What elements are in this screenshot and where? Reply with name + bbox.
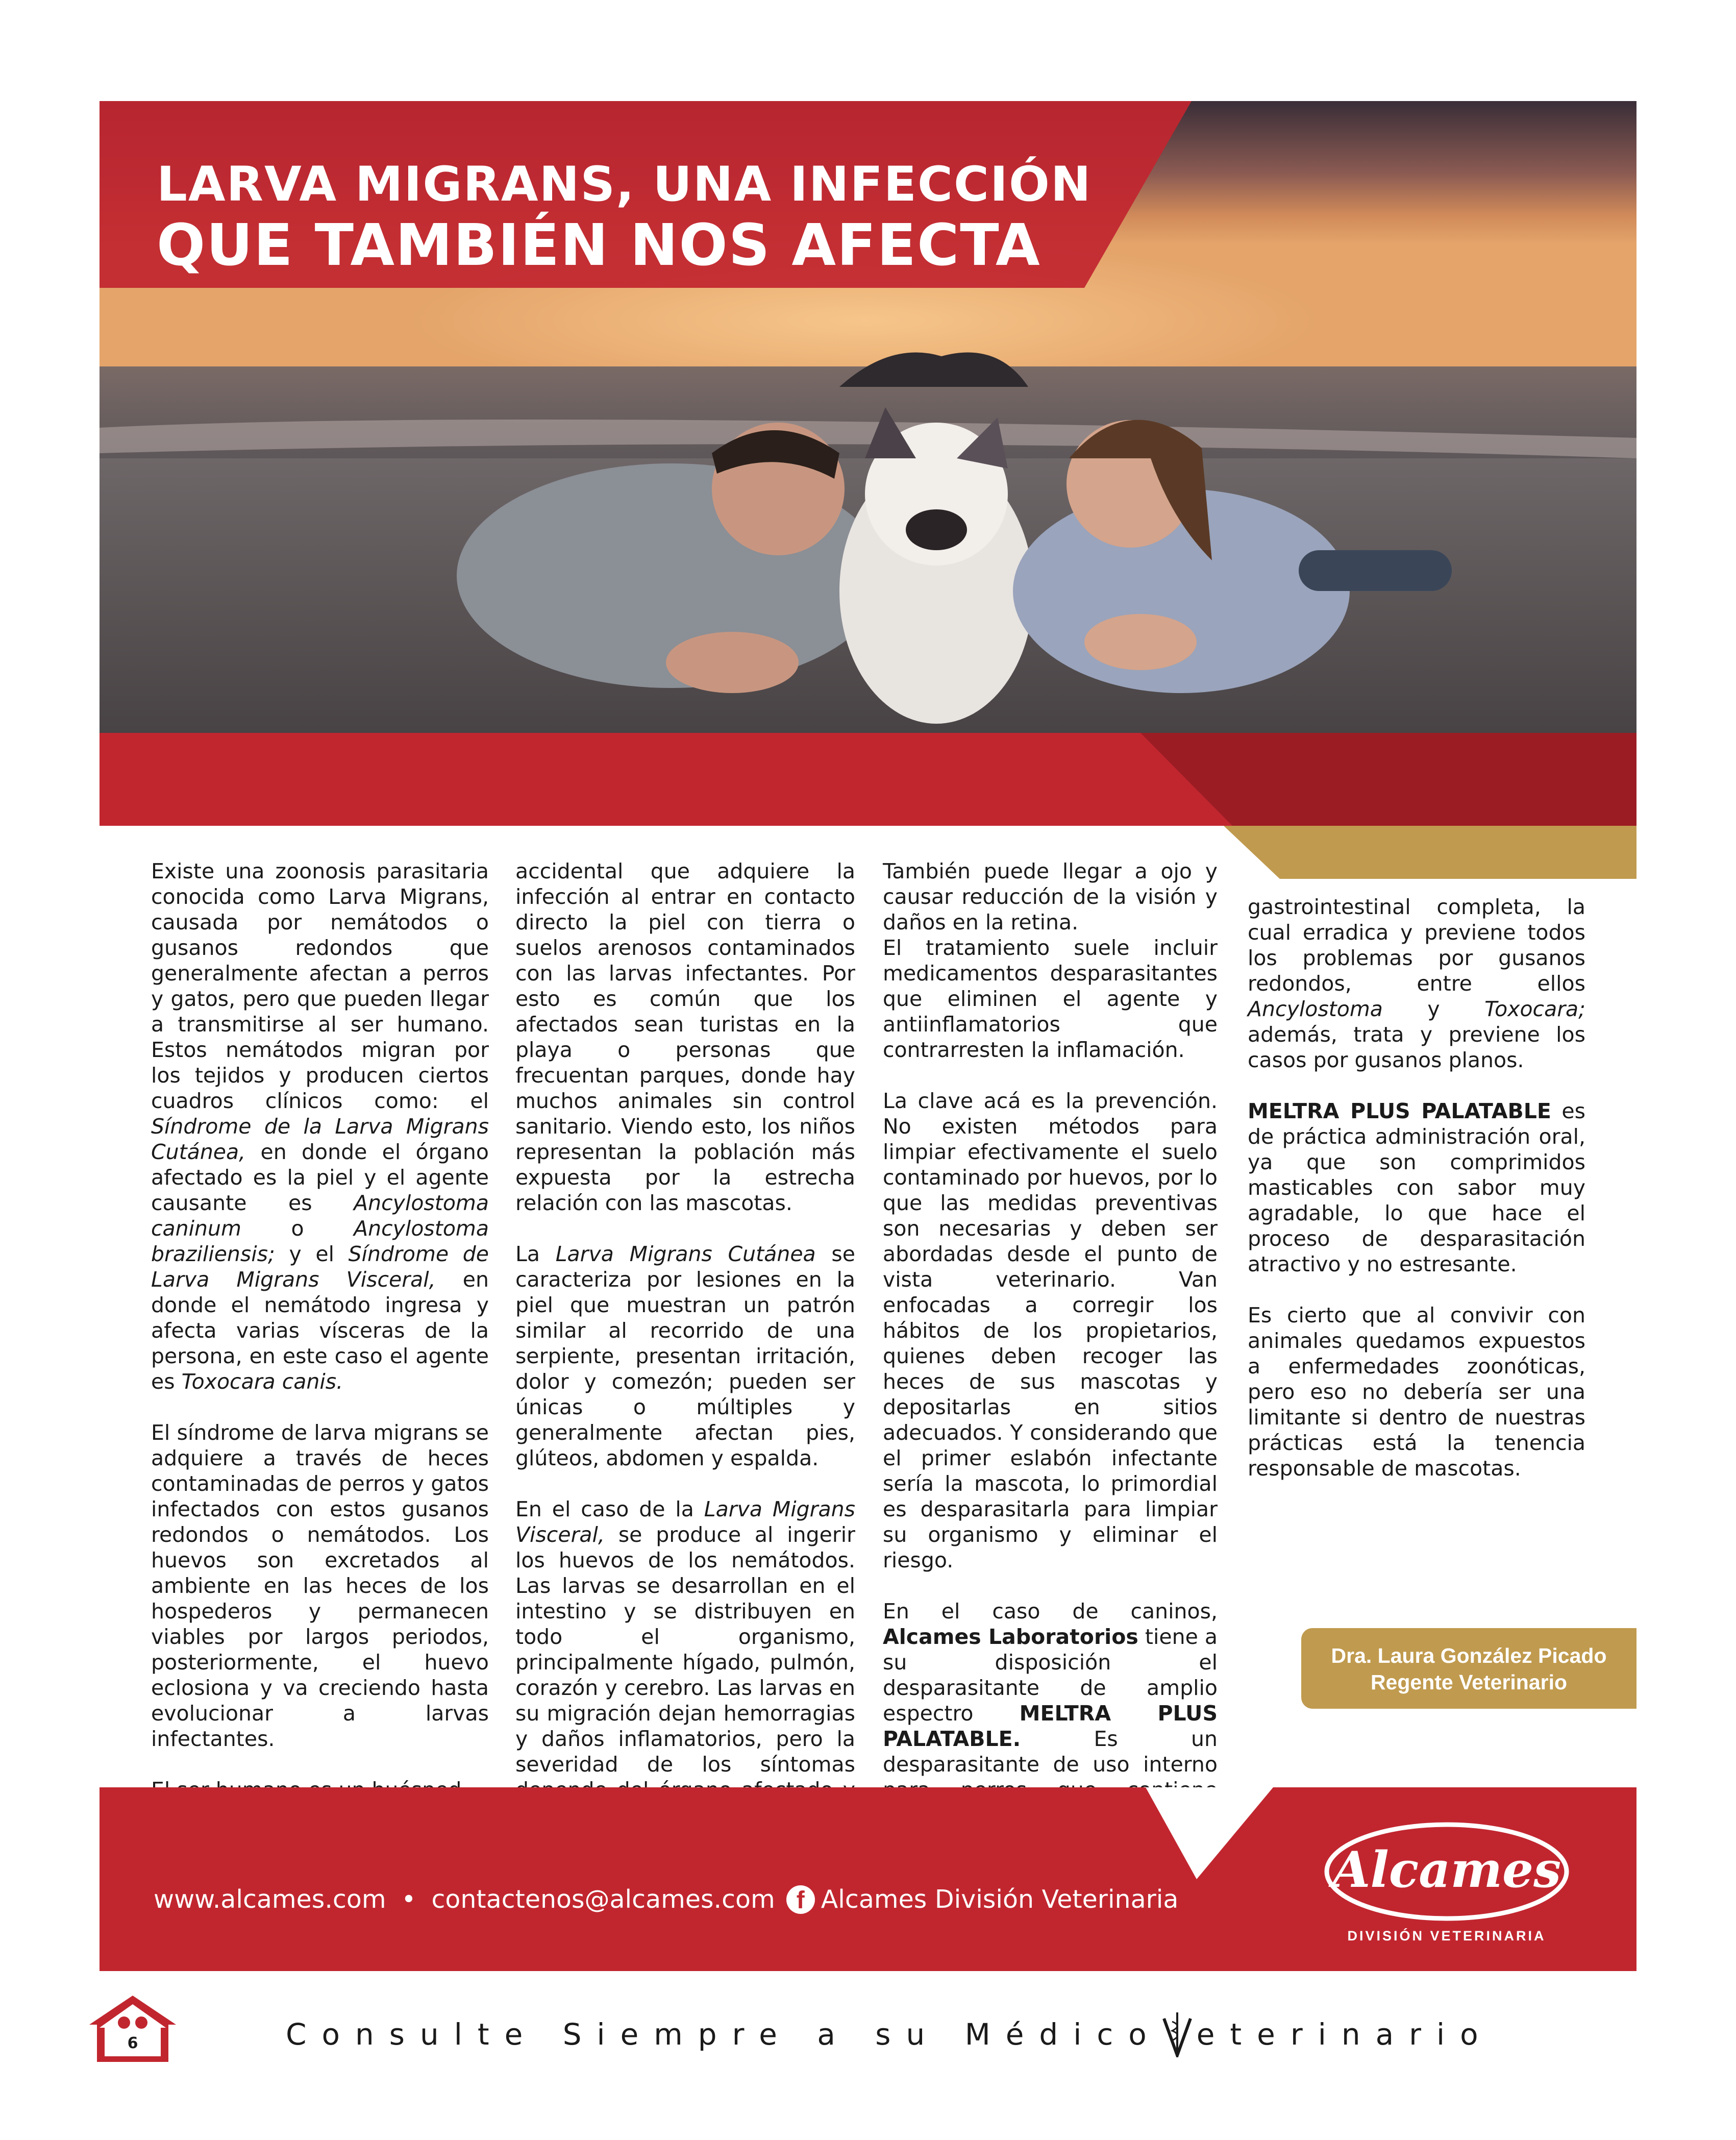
paragraph: La clave acá es la prevención. No existen métodos para limpiar efectivamente el suelo contaminado por huevos, por lo que las medidas preventivas son necesarias y deben ser abordadas desde el punto de vista veterinario. Van enfocadas a corregir los hábitos de los propietarios, quienes deben recoger las heces de sus mascotas y depositarlas en sitios adecuados. Y considerando que el primer eslabón infectante sería la mascota, lo primordial es desparasitarla para limpiar su organismo y eliminar el riesgo. [883, 1089, 1218, 1572]
paragraph: También puede llegar a ojo y causar reducción de la visión y daños en la retina. El tratamiento suele incluir medicamentos desparasitantes que eliminen el agente y antiinflamatorios que contrarresten la inflamación. [883, 859, 1218, 1062]
tagline-text: Consulte Siempre a su Médico [286, 2017, 1162, 2052]
author-role: Regente Veterinario [1370, 1670, 1568, 1694]
page-number-badge [84, 1993, 181, 2064]
website-link[interactable]: www.alcames.com [154, 1885, 386, 1914]
tagline-end: eterinario [1196, 2017, 1494, 2052]
article-column-4 [1248, 894, 1585, 1481]
paragraph: MELTRA PLUS PALATABLE es de práctica administración oral, ya que son comprimidos masticables con sabor muy agradable, lo que hace el proceso de desparasitación atractivo y no estresante. [1248, 1099, 1585, 1276]
author-name: Dra. Laura González Picado [1331, 1644, 1607, 1667]
hero-bottom-band [100, 733, 1636, 826]
gold-accent [1224, 826, 1636, 879]
article-column-1 [151, 858, 489, 1803]
facebook-link[interactable]: Alcames División Veterinaria [821, 1885, 1179, 1914]
facebook-icon: f [786, 1885, 815, 1914]
hero-banner [100, 101, 1636, 826]
page-number: 6 [127, 2034, 138, 2052]
article-column-3 [883, 858, 1218, 1879]
alcames-logo [1314, 1815, 1579, 1948]
paragraph: Existe una zoonosis parasitaria conocida como Larva Migrans, causada por nemátodos o gusanos redondos que generalmente afectan a perros y gatos, pero que pueden llegar a transmitirse al ser humano. Estos nemátodos migran por los tejidos y producen ciertos cuadros clínicos como: el Síndrome de la Larva Migrans Cutánea, en donde el órgano afectado es la piel y el agente causante es Ancylostoma caninum o Ancylostoma braziliensis; y el Síndrome de Larva Migrans Visceral, en donde el nemátodo ingresa y afecta varias vísceras de la persona, en este caso el agente es Toxocara canis. [151, 859, 489, 1394]
article-title [157, 156, 1092, 278]
contact-line [154, 1884, 1178, 1915]
footer-band [100, 1787, 1636, 1971]
paragraph: Es cierto que al convivir con animales quedamos expuestos a enfermedades zoonóticas, pero eso no debería ser una limitante si dentro de nuestras prácticas está la tenencia responsable de mascotas. [1248, 1303, 1585, 1481]
title-band [100, 101, 1192, 288]
logo-text: Alcames [1332, 1841, 1561, 1899]
email-link[interactable]: contactenos@alcames.com [431, 1885, 775, 1914]
author-signature [1301, 1628, 1636, 1709]
paragraph: En el caso de la Larva Migrans Visceral, se produce al ingerir los huevos de los nemátodos. Las larvas se desarrollan en el intestino y se distribuyen en todo el organismo, principalmente hígado, pulmón, corazón y cerebro. Las larvas en su migración dejan hemorragias y daños inflamatorios, pero la severidad de los síntomas [515, 1497, 855, 1777]
paragraph: accidental que adquiere la infección al entrar en contacto directo la piel con tierra o suelos arenosos contaminados con las larvas infectantes. Por esto es común que los afectados sean turistas en la playa o personas que frecuentan parques, donde hay muchos animales sin control sanitario. Viendo esto, los niños representan la población más expuesta por la estrecha relación con las mascotas. [515, 859, 855, 1215]
paragraph: El síndrome de larva migrans se adquiere a través de heces contaminadas de perros y gatos infectados con estos gusanos redondos o nemátodos. Los huevos son excretados al ambiente en las heces de los hospederos y permanecen viables por largos periodos, posteriormente, el huevo eclosiona y va creciendo hasta evolucionar a larvas infectantes. [151, 1420, 489, 1751]
article-column-2 [515, 858, 855, 1828]
separator-dot: • [401, 1885, 416, 1914]
caduceus-v-icon [1162, 2011, 1193, 2057]
paragraph: La Larva Migrans Cutánea se caracteriza por lesiones en la piel que muestran un patrón similar al recorrido de una serpiente, presentan irritación, dolor y comezón; pueden ser únicas o múltiples y generalmente afectan pies, glúteos, abdomen y espalda. [515, 1242, 856, 1470]
logo-subtitle: DIVISIÓN VETERINARIA [1347, 1928, 1546, 1944]
title-line-2: QUE TAMBIÉN NOS AFECTA [157, 212, 1041, 279]
paragraph: gastrointestinal completa, la cual erradica y previene todos los problemas por gusanos redondos, entre ellos Ancylostoma y Toxocara; además, trata y previene los casos por gusanos planos. [1248, 895, 1585, 1072]
title-line-1: LARVA MIGRANS, UNA INFECCIÓN [157, 157, 1092, 212]
paragraph: En el caso de caninos, Alcames Laboratorios tiene a su disposición el desparasitante de amplio espectro MELTRA PLUS PALATABLE. Es un desparasitante de uso interno [883, 1599, 1218, 1777]
tagline [286, 2014, 1494, 2055]
